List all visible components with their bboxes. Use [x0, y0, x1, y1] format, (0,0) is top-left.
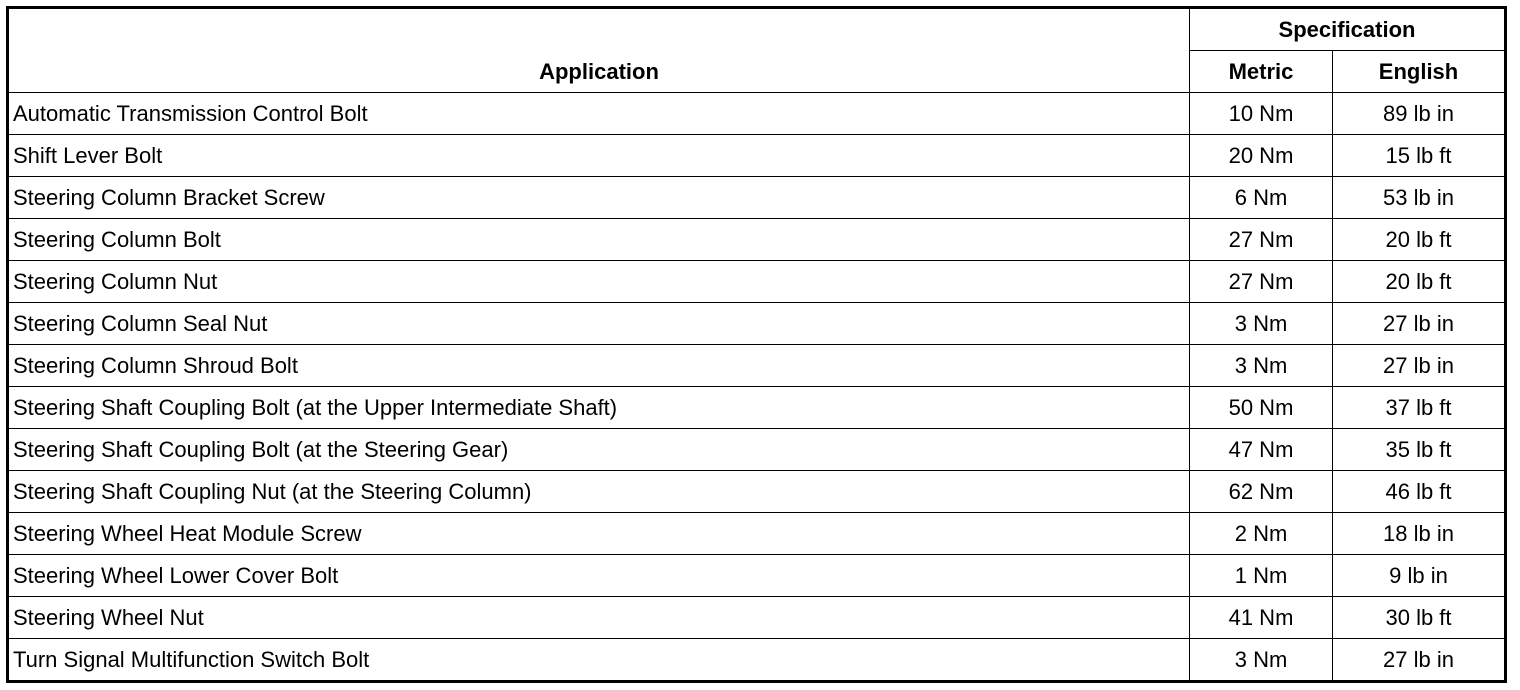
metric-column-header: Metric — [1190, 51, 1333, 93]
application-cell: Steering Wheel Heat Module Screw — [8, 513, 1190, 555]
table-row — [8, 261, 1506, 303]
english-cell: 89 lb in — [1333, 93, 1506, 135]
metric-cell: 1 Nm — [1190, 555, 1333, 597]
table-body — [8, 93, 1506, 682]
application-cell: Automatic Transmission Control Bolt — [8, 93, 1190, 135]
metric-cell: 2 Nm — [1190, 513, 1333, 555]
table-row — [8, 177, 1506, 219]
metric-cell: 10 Nm — [1190, 93, 1333, 135]
application-cell: Turn Signal Multifunction Switch Bolt — [8, 639, 1190, 682]
english-cell: 46 lb ft — [1333, 471, 1506, 513]
application-cell: Steering Column Nut — [8, 261, 1190, 303]
fastener-spec-table — [6, 6, 1507, 683]
english-cell: 18 lb in — [1333, 513, 1506, 555]
english-cell: 37 lb ft — [1333, 387, 1506, 429]
english-cell: 27 lb in — [1333, 303, 1506, 345]
header-row-top — [8, 8, 1506, 51]
english-cell: 27 lb in — [1333, 639, 1506, 682]
table-row — [8, 597, 1506, 639]
table-row — [8, 303, 1506, 345]
application-column-header: Application — [8, 8, 1190, 93]
metric-cell: 3 Nm — [1190, 639, 1333, 682]
english-cell: 53 lb in — [1333, 177, 1506, 219]
english-cell: 30 lb ft — [1333, 597, 1506, 639]
metric-cell: 62 Nm — [1190, 471, 1333, 513]
english-cell: 15 lb ft — [1333, 135, 1506, 177]
application-cell: Steering Column Seal Nut — [8, 303, 1190, 345]
table-row — [8, 93, 1506, 135]
english-cell: 9 lb in — [1333, 555, 1506, 597]
english-column-header: English — [1333, 51, 1506, 93]
metric-cell: 27 Nm — [1190, 219, 1333, 261]
application-cell: Steering Column Bolt — [8, 219, 1190, 261]
application-cell: Steering Shaft Coupling Bolt (at the Steering Gear) — [8, 429, 1190, 471]
english-cell: 35 lb ft — [1333, 429, 1506, 471]
metric-cell: 3 Nm — [1190, 303, 1333, 345]
table-row — [8, 513, 1506, 555]
english-cell: 27 lb in — [1333, 345, 1506, 387]
english-cell: 20 lb ft — [1333, 261, 1506, 303]
metric-cell: 50 Nm — [1190, 387, 1333, 429]
table-row — [8, 555, 1506, 597]
table-row — [8, 135, 1506, 177]
metric-cell: 3 Nm — [1190, 345, 1333, 387]
metric-cell: 41 Nm — [1190, 597, 1333, 639]
table-header — [8, 8, 1506, 93]
application-cell: Shift Lever Bolt — [8, 135, 1190, 177]
table-row — [8, 219, 1506, 261]
application-cell: Steering Shaft Coupling Bolt (at the Upper Intermediate Shaft) — [8, 387, 1190, 429]
table-row — [8, 429, 1506, 471]
table-row — [8, 387, 1506, 429]
table-row — [8, 471, 1506, 513]
metric-cell: 47 Nm — [1190, 429, 1333, 471]
metric-cell: 27 Nm — [1190, 261, 1333, 303]
table-row — [8, 639, 1506, 682]
application-cell: Steering Shaft Coupling Nut (at the Steering Column) — [8, 471, 1190, 513]
metric-cell: 6 Nm — [1190, 177, 1333, 219]
application-cell: Steering Column Bracket Screw — [8, 177, 1190, 219]
application-cell: Steering Wheel Lower Cover Bolt — [8, 555, 1190, 597]
table-row — [8, 345, 1506, 387]
application-cell: Steering Wheel Nut — [8, 597, 1190, 639]
metric-cell: 20 Nm — [1190, 135, 1333, 177]
english-cell: 20 lb ft — [1333, 219, 1506, 261]
specification-group-header: Specification — [1190, 8, 1506, 51]
application-cell: Steering Column Shroud Bolt — [8, 345, 1190, 387]
